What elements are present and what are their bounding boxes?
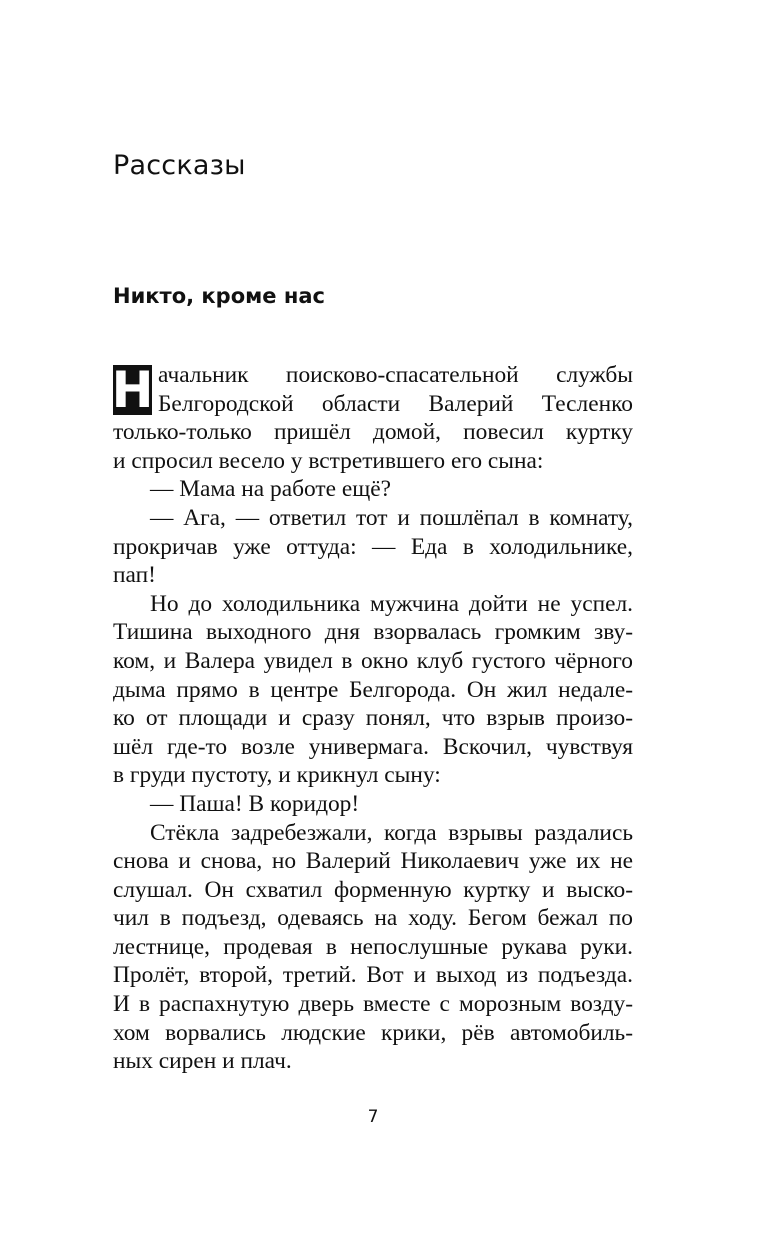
text-line: снова и снова, но Валерий Николаевич уже их не (113, 848, 633, 875)
text-line: И в распахнутую дверь вместе с морозным возду- (113, 991, 633, 1018)
section-title: Рассказы (113, 150, 246, 181)
text-line: Пролёт, второй, третий. Вот и выход из подъезда. (113, 962, 633, 989)
story-text (113, 361, 633, 1076)
drop-cap-letter: Н (111, 361, 154, 419)
text-line: — Мама на работе ещё? (150, 476, 392, 503)
text-line: хом ворвались людские крики, рёв автомобиль- (113, 1019, 633, 1046)
page-number: 7 (367, 1107, 379, 1127)
text-line: лестнице, продевая в непослушные рукава руки. (113, 933, 633, 960)
text-line: прокричав уже оттуда: — Еда в холодильнике, (113, 533, 633, 560)
text-line: Белгородской области Валерий Тесленко (158, 390, 633, 417)
story-title: Никто, кроме нас (113, 284, 325, 308)
text-line: в груди пустоту, и крикнул сыну: (113, 762, 441, 789)
text-line: пап! (113, 562, 156, 589)
text-line: дыма прямо в центре Белгорода. Он жил недале- (113, 676, 633, 703)
text-line: Но до холодильника мужчина дойти не успел. (150, 590, 633, 617)
text-line: — Паша! В коридор! (150, 790, 360, 817)
text-line: и спросил весело у встретившего его сына: (113, 447, 544, 474)
drop-cap (111, 361, 154, 419)
text-line: только-только пришёл домой, повесил куртку (113, 419, 633, 446)
text-line: Тишина выходного дня взорвалась громким зву- (113, 619, 633, 646)
text-line: ко от площади и сразу понял, что взрыв произо- (113, 705, 633, 732)
text-line: чил в подъезд, одеваясь на ходу. Бегом бежал по (113, 905, 633, 932)
text-line: ных сирен и плач. (113, 1048, 292, 1075)
text-line: шёл где-то возле универмага. Вскочил, чувствуя (113, 733, 633, 760)
text-line: слушал. Он схватил форменную куртку и выско- (113, 876, 633, 903)
text-line: — Ага, — ответил тот и пошлёпал в комнату, (150, 504, 633, 531)
text-line: ачальник поисково-спасательной службы (158, 362, 633, 388)
text-line: ком, и Валера увидел в окно клуб густого чёрного (113, 647, 633, 674)
text-line: Стёкла задребезжали, когда взрывы раздались (150, 819, 633, 846)
